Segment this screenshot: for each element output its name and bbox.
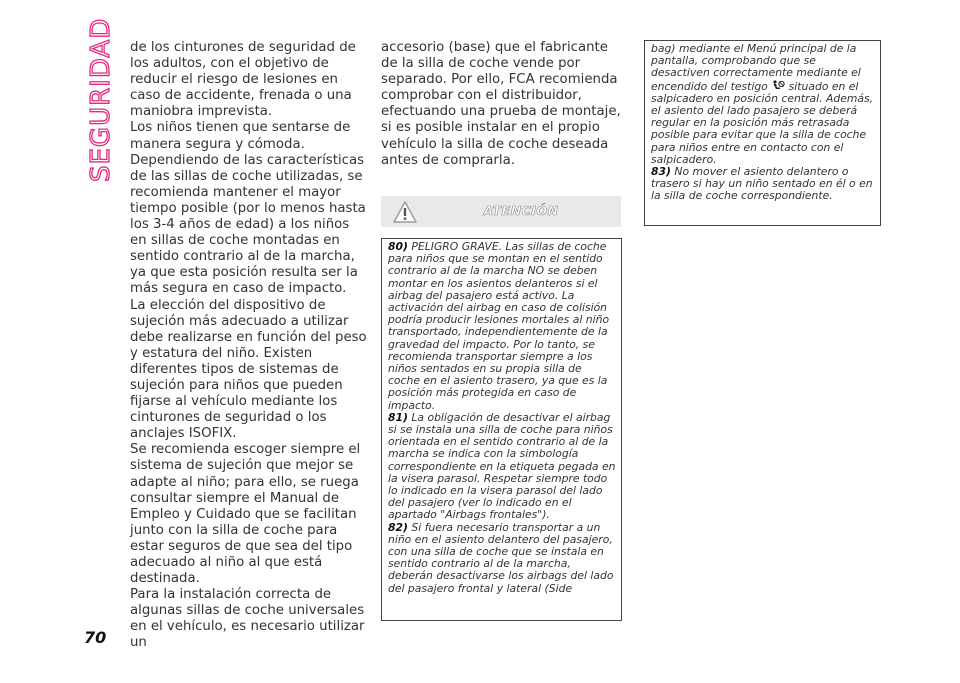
airbag-off-warning-light-icon — [771, 80, 785, 91]
paragraph: Para la instalación correcta de algunas sillas de coche universales en el vehículo, es necesario utilizar un — [130, 587, 365, 651]
warning-note — [651, 166, 875, 203]
warning-notes-box-continued — [644, 40, 881, 226]
note-number: 80) — [388, 240, 408, 253]
page-number: 70 — [84, 628, 107, 647]
paragraph: accesorio (base) que el fabricante de la silla de coche vende por separado. Por ello, FCA recomienda comprobar con el distribuidor, efectuando una prueba de montaje, si es posible instalar en el propio vehículo la silla de coche deseada antes de comprarla. — [381, 40, 621, 168]
paragraph: de los cinturones de seguridad de los adultos, con el objetivo de reducir el riesgo de lesiones en caso de accidente, frenada o una maniobra imprevista. — [130, 40, 356, 120]
note-number: 81) — [388, 410, 408, 424]
paragraph: Se recomienda escoger siempre el sistema de sujeción que mejor se adapte al niño; para ello, se ruega consultar siempre el Manual de Empleo y Cuidado que se facilitan junto con la silla de coche para estar seguros de que sea del tipo adecuado al niño al que está destinada. — [130, 442, 361, 587]
warning-note — [388, 522, 616, 595]
note-text: No mover el asiento delantero o trasero si hay un niño sentado en él o en la silla de coche correspondiente. — [651, 165, 873, 203]
warning-note-continuation — [651, 43, 875, 166]
column-secondary-text — [381, 40, 621, 169]
section-title: SEGURIDAD — [86, 17, 116, 182]
paragraph: Los niños tienen que sentarse de manera segura y cómoda. Dependiendo de las características de las sillas de coche utilizadas, se recomienda mantener el mayor tiempo posible (por lo menos hasta los 3-4 años de edad) a los niños en sillas de coche montadas en sentido contrario al de la marcha, ya que esta posición resulta ser la más segura en caso de impacto. — [130, 120, 366, 297]
column-main-text — [130, 40, 370, 652]
note-text: bag) mediante el Menú principal de la pantalla, comprobando que se desactiven correctamente mediante el encendido del testigo — [651, 42, 861, 93]
note-text: Si fuera necesario transportar a un niño en el asiento delantero del pasajero, con una silla de coche que se instala en sentido contrario al de la marcha, deberán desactivarse los airbags del lado del pasajero frontal y lateral (Side — [388, 520, 614, 595]
note-number: 82) — [388, 520, 408, 534]
warning-header — [381, 196, 621, 227]
note-text: La obligación de desactivar el airbag si se instala una silla de coche para niños orientada en el sentido contrario al de la marcha se indica con la simbología correspondiente en la etiqueta pegada en la visera parasol. Respetar siempre todo lo indicado en la visera parasol del lado del pasajero (ver lo indicado en el apartado "Airbags frontales"). — [388, 410, 616, 522]
paragraph: La elección del dispositivo de sujeción más adecuado a utilizar debe realizarse en función del peso y estatura del niño. Existen diferentes tipos de sistemas de sujeción para niños que pueden fijarse al vehículo mediante los cinturones de seguridad o los anclajes ISOFIX. — [130, 297, 367, 442]
warning-notes-box — [381, 238, 622, 621]
warning-note — [388, 241, 616, 412]
warning-title: ATENCIÓN — [483, 203, 559, 218]
note-text: PELIGRO GRAVE. Las sillas de coche para niños que se montan en el sentido contrario al de la marcha NO se deben montar en los asientos delanteros si el airbag del pasajero está activo. La activación del airbag en caso de colisión podría producir lesiones mortales al niño transportado, independientemente de la gravedad del impacto. Por lo tanto, se recomienda transportar siempre a los niños sentados en su propia silla de coche en el asiento trasero, ya que es la posición más protegida en caso de impacto. — [388, 240, 610, 412]
warning-note — [388, 412, 616, 522]
note-text: situado en el salpicadero en posición central. Además, el asiento del lado pasajero se deberá regular en la posición más retrasada posible para evitar que la silla de coche para niños entre en contacto con el salpicadero. — [651, 79, 874, 166]
note-number: 83) — [651, 165, 671, 179]
